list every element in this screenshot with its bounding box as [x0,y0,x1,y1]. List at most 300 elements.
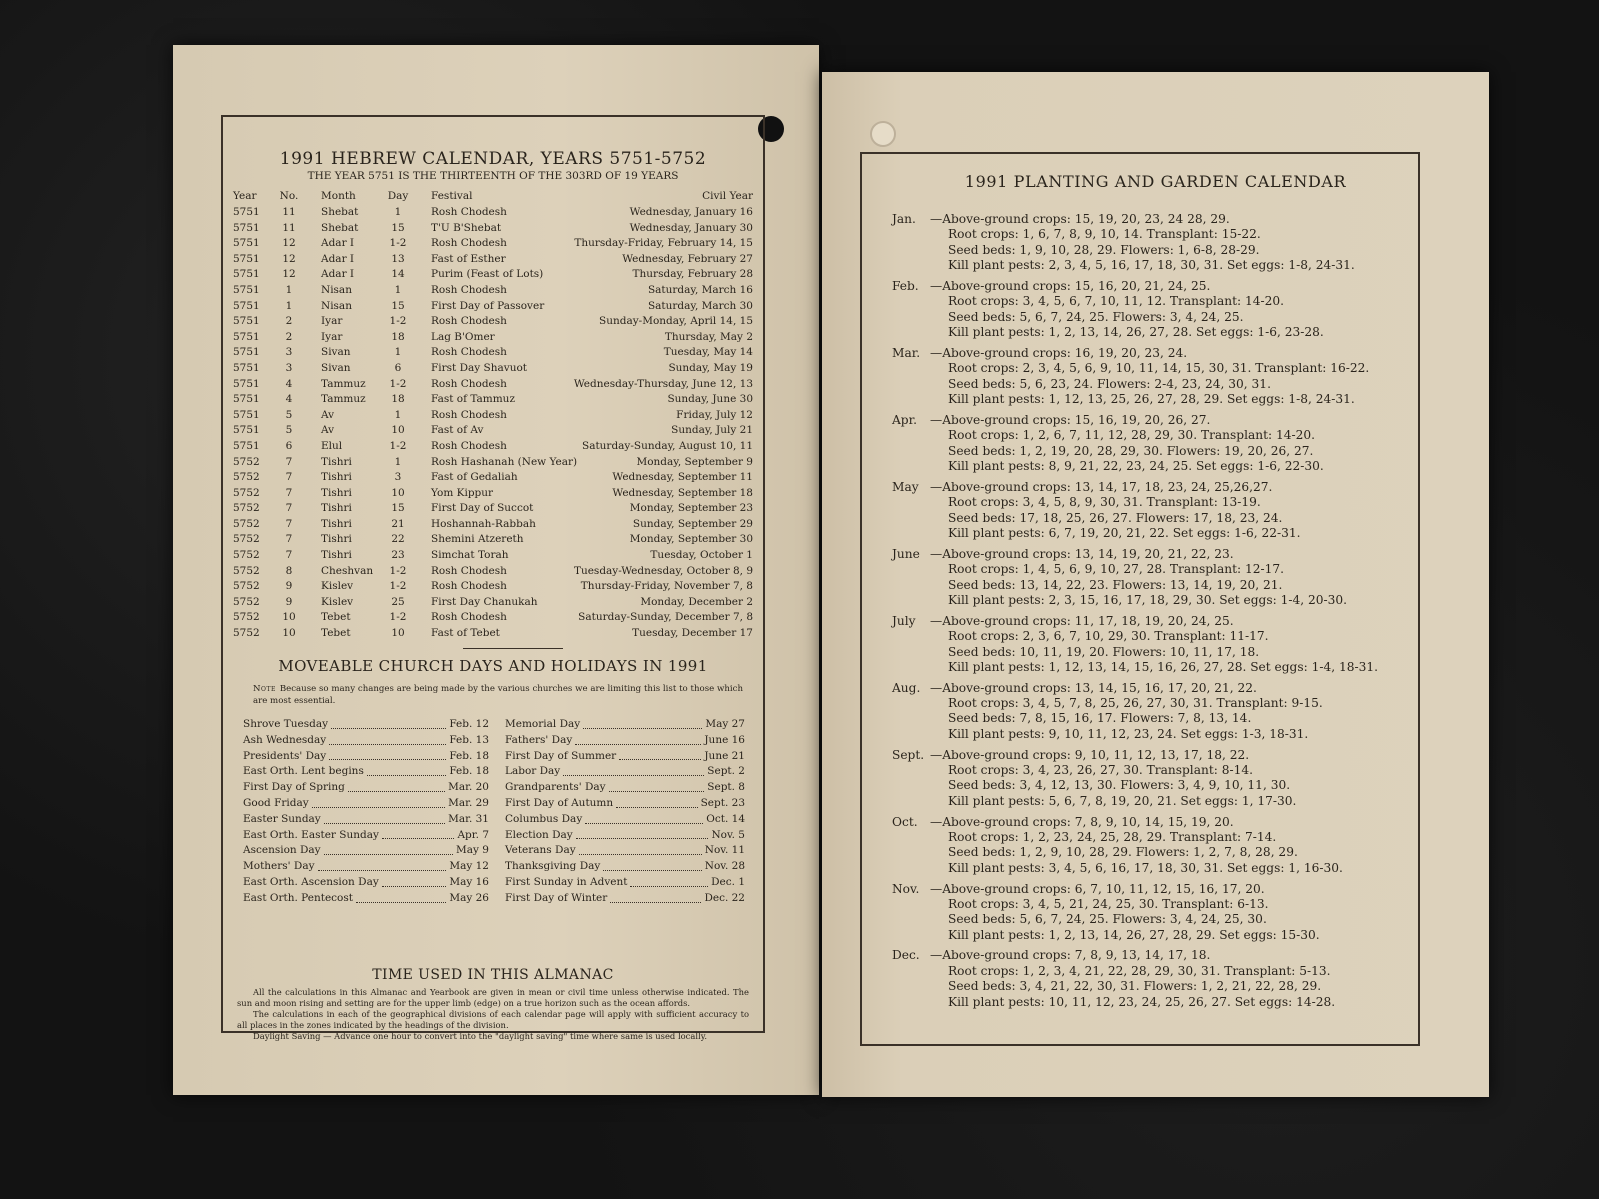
cell-month: Elul [321,439,343,452]
dot-leader [616,796,697,808]
table-row [233,314,753,330]
holiday-date: Mar. 20 [448,781,489,794]
cell-civil-year: Tuesday, December 17 [632,627,753,640]
dot-leader [576,828,709,840]
planting-text: Kill plant pests: 6, 7, 19, 20, 21, 22. Set eggs: 1-6, 22-31. [948,525,1301,540]
holiday-date: Nov. 5 [711,828,745,841]
table-row [233,221,753,237]
planting-text: Root crops: 3, 4, 5, 7, 8, 25, 26, 27, 30, 31. Transplant: 9-15. [948,696,1323,711]
month-name: July [892,613,916,628]
cell-festival: Purim (Feast of Lots) [431,268,544,281]
planting-text: Seed beds: 13, 14, 22, 23. Flowers: 13, 14, 19, 20, 21. [948,577,1283,592]
dot-leader [348,780,445,792]
table-row [233,470,753,486]
planting-text: —Above-ground crops: 13, 14, 17, 18, 23, 24, 25,26,27. [930,479,1273,494]
table-row [233,517,753,533]
dot-leader [609,780,705,792]
cell-year: 5751 [233,206,260,218]
holiday-name: East Orth. Easter Sunday [243,828,379,841]
planting-line [892,428,1412,443]
month-block [892,614,1412,676]
cell-month: Tishri [321,549,352,562]
cell-no: 12 [282,252,296,265]
planting-text: Seed beds: 1, 2, 19, 20, 28, 29, 30. Flowers: 19, 20, 26, 27. [948,443,1314,458]
cell-day: 1-2 [389,564,407,577]
holiday-row [243,796,489,812]
holiday-name: Memorial Day [505,718,581,730]
cell-month: Adar I [321,252,355,265]
holiday-date: May 26 [449,891,489,904]
planting-line [892,897,1412,912]
planting-line [892,948,1412,963]
planting-line [892,361,1412,376]
cell-month: Tishri [321,517,352,530]
planting-text: —Above-ground crops: 15, 16, 20, 21, 24, 25. [930,278,1211,293]
planting-line [892,763,1412,778]
church-days-column-1 [243,717,489,907]
cell-year: 5752 [233,486,260,499]
cell-no: 8 [285,564,293,577]
holiday-name: East Orth. Lent begins [243,765,364,778]
cell-civil-year: Sunday, July 21 [671,424,753,437]
cell-day: 1-2 [389,611,407,624]
dot-leader [382,828,455,840]
planting-text: Kill plant pests: 5, 6, 7, 8, 19, 20, 21. Set eggs: 1, 17-30. [948,793,1297,808]
cell-day: 14 [391,268,405,281]
planting-text: Seed beds: 3, 4, 21, 22, 30, 31. Flowers: 1, 2, 21, 22, 28, 29. [948,979,1322,994]
cell-month: Av [321,408,335,421]
cell-civil-year: Wednesday, January 16 [629,206,753,218]
holiday-row [505,749,745,765]
planting-line [892,830,1412,845]
cell-no: 10 [282,627,296,640]
holiday-row [243,733,489,749]
cell-year: 5752 [233,517,260,530]
cell-day: 1 [394,206,402,218]
cell-year: 5751 [233,393,260,406]
planting-line [892,964,1412,979]
holiday-name: First Day of Spring [243,781,345,794]
cell-no: 4 [285,377,293,390]
cell-festival: Rosh Chodesh [431,237,507,250]
month-block [892,212,1412,274]
cell-festival: Rosh Chodesh [431,346,507,359]
hebrew-calendar-table [233,187,753,642]
holiday-name: First Day of Summer [505,749,617,762]
month-name: Apr. [892,412,917,427]
cell-month: Adar I [321,268,355,281]
holiday-name: First Day of Winter [505,891,608,904]
holiday-row [243,764,489,780]
dot-leader [575,733,701,745]
holiday-name: Labor Day [505,765,561,778]
cell-month: Nisan [321,299,352,312]
planting-text: Root crops: 3, 4, 5, 21, 24, 25, 30. Transplant: 6-13. [948,896,1269,911]
holiday-date: Apr. 7 [457,828,489,841]
month-name: June [892,546,920,561]
left-page-frame [221,115,765,1041]
cell-no: 3 [285,346,293,359]
table-row [233,486,753,502]
cell-civil-year: Wednesday, January 30 [629,221,753,234]
planting-text: Kill plant pests: 1, 2, 13, 14, 26, 27, 28. Set eggs: 1-6, 23-28. [948,325,1324,340]
holiday-row [243,812,489,828]
holiday-date: Sept. 23 [700,796,745,809]
cell-no: 9 [285,595,293,608]
cell-festival: Fast of Gedaliah [431,471,518,484]
planting-calendar-title: 1991 PLANTING AND GARDEN CALENDAR [964,172,1347,191]
holiday-date: Feb. 18 [449,765,489,778]
time-paragraph: All the calculations in this Almanac and Yearbook are given in mean or civil time unless otherwise indicated. The sun and moon rising and setting are for the upper limb (edge) on a true horizon such as the ocean affords. [237,987,749,1008]
cell-civil-year: Friday, July 12 [676,408,753,421]
table-row [233,579,753,595]
planting-calendar-list [892,212,1412,1015]
left-page [173,45,819,1095]
time-paragraph: Daylight Saving — Advance one hour to convert into the "daylight saving" time where same is used locally. [253,1031,707,1041]
planting-text: Seed beds: 7, 8, 15, 16, 17. Flowers: 7, 8, 13, 14. [948,711,1252,726]
cell-festival: Lag B'Omer [431,330,495,343]
planting-text: —Above-ground crops: 11, 17, 18, 19, 20, 24, 25. [930,613,1234,628]
planting-line [892,711,1412,726]
cell-year: 5752 [233,502,260,515]
cell-no: 7 [285,471,293,484]
cell-civil-year: Thursday-Friday, November 7, 8 [580,580,753,593]
planting-text: Kill plant pests: 8, 9, 21, 22, 23, 24, 25. Set eggs: 1-6, 22-30. [948,459,1324,474]
planting-line [892,578,1412,593]
dot-leader [331,717,446,729]
cell-month: Tishri [321,486,352,499]
cell-civil-year: Wednesday-Thursday, June 12, 13 [573,377,753,390]
cell-year: 5751 [233,408,260,421]
month-block [892,681,1412,743]
planting-line [892,882,1412,897]
cell-day: 1-2 [389,315,407,328]
planting-line [892,325,1412,340]
holiday-name: Good Friday [243,796,309,809]
planting-text: Seed beds: 5, 6, 23, 24. Flowers: 2-4, 23, 24, 30, 31. [948,376,1271,391]
cell-festival: Rosh Chodesh [431,408,507,421]
table-header-row [233,187,753,205]
planting-line [892,629,1412,644]
holiday-date: Dec. 22 [704,891,745,904]
planting-text: Seed beds: 17, 18, 25, 26, 27. Flowers: 17, 18, 23, 24. [948,510,1283,525]
month-name: Jan. [892,212,916,226]
cell-no: 6 [285,439,293,452]
planting-text: —Above-ground crops: 13, 14, 19, 20, 21, 22, 23. [930,546,1234,561]
cell-festival: Yom Kippur [431,486,494,499]
planting-line [892,480,1412,495]
cell-civil-year: Tuesday, May 14 [663,346,753,359]
cell-year: 5752 [233,564,260,577]
table-row [233,377,753,393]
cell-day: 21 [391,517,405,530]
cell-month: Tishri [321,455,352,468]
holiday-row [505,733,745,749]
holiday-name: First Sunday in Advent [505,875,628,888]
cell-year: 5752 [233,595,260,608]
cell-day: 1-2 [389,377,407,390]
month-block [892,547,1412,609]
holiday-row [505,828,745,844]
planting-line [892,861,1412,876]
cell-month: Kislev [321,595,354,608]
cell-no: 7 [285,502,293,515]
holiday-date: May 12 [449,860,489,873]
planting-line [892,696,1412,711]
planting-line [892,815,1412,830]
cell-month: Tishri [321,533,352,546]
cell-festival: Fast of Tammuz [431,393,515,406]
cell-day: 6 [394,361,402,374]
planting-line [892,294,1412,309]
cell-no: 4 [285,393,293,406]
holiday-name: Shrove Tuesday [243,718,329,730]
dot-leader [630,875,708,887]
planting-line [892,444,1412,459]
cell-year: 5751 [233,424,260,437]
month-block [892,882,1412,944]
month-name: Aug. [892,680,921,695]
cell-festival: Rosh Hashanah (New Year) [431,455,578,468]
table-row [233,361,753,377]
month-name: Dec. [892,948,920,963]
holiday-name: Fathers' Day [505,733,573,746]
planting-text: Seed beds: 5, 6, 7, 24, 25. Flowers: 3, 4, 24, 25, 30. [948,912,1267,927]
planting-line [892,526,1412,541]
month-name: Mar. [892,345,921,360]
month-name: Sept. [892,747,925,762]
cell-day: 25 [391,595,405,608]
month-block [892,413,1412,475]
table-row [233,345,753,361]
holiday-name: Grandparents' Day [505,781,606,794]
cell-civil-year: Thursday, May 2 [664,330,753,343]
planting-line [892,928,1412,943]
cell-festival: First Day of Succot [431,502,534,515]
header-year: Year [233,190,257,202]
cell-civil-year: Saturday, March 30 [647,299,753,312]
planting-line [892,346,1412,361]
planting-text: Kill plant pests: 3, 4, 5, 6, 16, 17, 18, 30, 31. Set eggs: 1, 16-30. [948,860,1343,875]
cell-festival: Rosh Chodesh [431,206,507,218]
dot-leader [619,749,701,761]
note-text: Because so many changes are being made by the various churches we are limiting this list to those which are most essential. [253,684,743,706]
cell-year: 5751 [233,315,260,328]
table-row [233,408,753,424]
cell-no: 7 [285,533,293,546]
holiday-date: June 16 [704,733,745,746]
cell-civil-year: Wednesday, September 11 [612,471,753,484]
holiday-date: Feb. 12 [449,718,489,730]
table-row [233,236,753,252]
planting-text: Seed beds: 3, 4, 12, 13, 30. Flowers: 3, 4, 9, 10, 11, 30. [948,778,1291,793]
dot-leader [318,859,447,871]
planting-line [892,392,1412,407]
cell-civil-year: Sunday, September 29 [632,517,753,530]
dot-leader [367,764,446,776]
cell-year: 5751 [233,268,260,281]
table-row [233,392,753,408]
cell-day: 22 [391,533,405,546]
planting-text: Kill plant pests: 2, 3, 15, 16, 17, 18, 29, 30. Set eggs: 1-4, 20-30. [948,592,1347,607]
right-page [822,72,1489,1097]
holiday-row [243,780,489,796]
month-name: May [892,479,919,494]
holiday-row [243,828,489,844]
cell-festival: Fast of Av [431,424,484,437]
cell-year: 5751 [233,237,260,250]
holiday-row [243,891,489,907]
holiday-name: Presidents' Day [243,749,327,762]
cell-year: 5752 [233,471,260,484]
table-row [233,267,753,283]
cell-festival: Rosh Chodesh [431,580,507,593]
cell-civil-year: Wednesday, February 27 [622,252,753,265]
holiday-date: May 16 [449,875,489,888]
cell-month: Sivan [321,361,351,374]
month-block [892,480,1412,542]
planting-text: Root crops: 1, 2, 6, 7, 11, 12, 28, 29, 30. Transplant: 14-20. [948,428,1315,443]
cell-month: Tishri [321,502,352,515]
planting-line [892,377,1412,392]
planting-line [892,912,1412,927]
cell-no: 10 [282,611,296,624]
note-label: Note [253,684,276,694]
hebrew-calendar-title: 1991 HEBREW CALENDAR, YEARS 5751-5752 [279,149,707,169]
church-days-title: MOVEABLE CHURCH DAYS AND HOLIDAYS IN 1991 [278,657,708,675]
cell-no: 1 [285,299,293,312]
holiday-row [243,749,489,765]
planting-line [892,310,1412,325]
planting-line [892,660,1412,675]
table-row [233,439,753,455]
planting-line [892,979,1412,994]
table-row [233,532,753,548]
planting-text: Root crops: 3, 4, 5, 8, 9, 30, 31. Transplant: 13-19. [948,495,1261,510]
time-used-text [237,987,749,1042]
cell-festival: Rosh Chodesh [431,439,507,452]
planting-line [892,413,1412,428]
section-divider [463,648,563,649]
holiday-date: Feb. 18 [449,749,489,762]
planting-text: —Above-ground crops: 7, 8, 9, 10, 14, 15, 19, 20. [930,814,1234,829]
cell-civil-year: Monday, December 2 [640,595,753,608]
cell-day: 23 [391,549,405,562]
table-row [233,205,753,221]
planting-text: Seed beds: 5, 6, 7, 24, 25. Flowers: 3, 4, 24, 25. [948,309,1244,324]
cell-no: 1 [285,283,293,296]
table-row [233,330,753,346]
dot-leader [356,891,446,903]
holiday-name: Ascension Day [243,844,321,857]
cell-festival: Rosh Chodesh [431,611,507,624]
cell-month: Tebet [321,627,351,640]
dot-leader [329,733,446,745]
holiday-name: Election Day [505,828,573,841]
planting-text: Root crops: 1, 6, 7, 8, 9, 10, 14. Transplant: 15-22. [948,227,1261,242]
cell-year: 5751 [233,439,260,452]
cell-festival: Rosh Chodesh [431,377,507,390]
month-block [892,748,1412,810]
cell-day: 10 [391,424,405,437]
month-name: Feb. [892,278,919,293]
dot-leader [329,749,446,761]
holiday-date: Dec. 1 [711,875,745,888]
cell-no: 7 [285,549,293,562]
planting-text: —Above-ground crops: 6, 7, 10, 11, 12, 15, 16, 17, 20. [930,881,1265,896]
holiday-row [243,717,489,733]
cell-no: 2 [285,330,293,343]
cell-day: 10 [391,627,405,640]
table-row [233,252,753,268]
holiday-date: Mar. 29 [448,796,489,809]
cell-no: 9 [285,580,293,593]
holiday-date: Oct. 14 [706,812,745,825]
cell-year: 5751 [233,377,260,390]
cell-no: 7 [285,455,293,468]
month-block [892,346,1412,408]
holiday-row [505,843,745,859]
cell-no: 5 [285,408,293,421]
holiday-name: Mothers' Day [243,860,315,873]
cell-festival: Rosh Chodesh [431,283,507,296]
cell-civil-year: Tuesday, October 1 [650,549,753,562]
cell-day: 15 [391,502,405,515]
cell-no: 2 [285,315,293,328]
cell-year: 5752 [233,627,260,640]
cell-month: Kislev [321,580,354,593]
holiday-name: Veterans Day [505,844,576,857]
dot-leader [579,843,702,855]
planting-line [892,243,1412,258]
church-days-column-2 [505,717,745,907]
cell-no: 12 [282,268,296,281]
planting-text: Kill plant pests: 1, 12, 13, 14, 15, 16, 26, 27, 28. Set eggs: 1-4, 18-31. [948,659,1378,674]
cell-year: 5751 [233,346,260,359]
holiday-date: Sept. 2 [707,765,745,778]
month-block [892,279,1412,341]
cell-day: 1 [394,283,402,296]
cell-month: Nisan [321,283,352,296]
holiday-name: Easter Sunday [243,812,321,825]
cell-day: 13 [391,252,405,265]
cell-civil-year: Sunday, June 30 [667,393,753,406]
cell-civil-year: Monday, September 23 [629,502,753,515]
holiday-row [505,717,745,733]
cell-festival: Fast of Esther [431,252,506,265]
month-block [892,948,1412,1010]
dot-leader [324,812,445,824]
cell-no: 3 [285,361,293,374]
header-civil-year: Civil Year [702,190,753,202]
dot-leader [610,891,701,903]
planting-text: —Above-ground crops: 16, 19, 20, 23, 24. [930,345,1188,360]
holiday-row [505,812,745,828]
cell-month: Shebat [321,206,359,218]
cell-festival: Rosh Chodesh [431,564,507,577]
table-row [233,548,753,564]
table-row [233,283,753,299]
cell-festival: First Day of Passover [431,299,545,312]
planting-text: Kill plant pests: 1, 2, 13, 14, 26, 27, 28, 29. Set eggs: 15-30. [948,927,1320,942]
cell-month: Sivan [321,346,351,359]
cell-year: 5752 [233,611,260,624]
holiday-date: Nov. 28 [704,860,745,873]
header-no: No. [279,190,299,202]
time-paragraph: The calculations in each of the geographical divisions of each calendar page will apply with sufficient accuracy to all places in the zones indicated by the headings of the division. [237,1009,749,1030]
holiday-date: Sept. 8 [707,781,745,794]
dot-leader [312,796,445,808]
